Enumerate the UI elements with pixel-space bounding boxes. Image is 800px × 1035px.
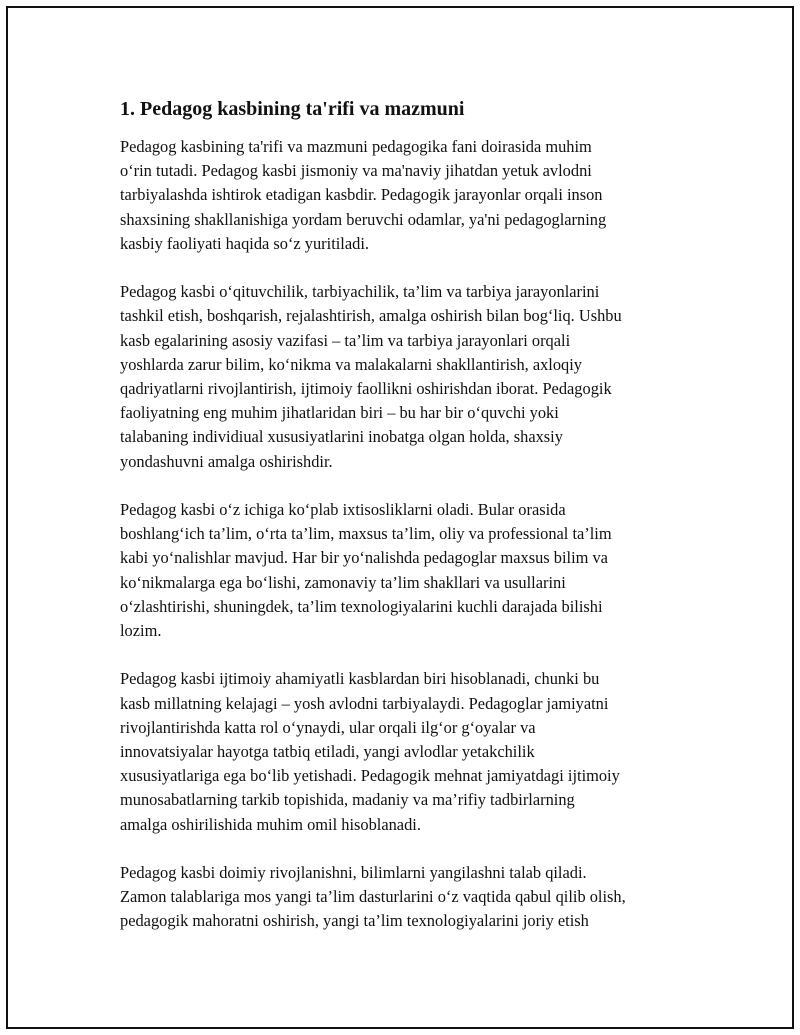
paragraph: Pedagog kasbi doimiy rivojlanishni, bilimlarni yangilashni talab qiladi. Zamon talablariga mos yangi ta’lim dasturlarini o‘z vaqtida qabul qilib olish, pedagogik mahoratni oshirish, yangi ta’lim texnologiyalarini joriy etish [120, 863, 626, 931]
paragraph: Pedagog kasbi o‘qituvchilik, tarbiyachilik, ta’lim va tarbiya jarayonlarini tashkil etish, boshqarish, rejalashtirish, amalga oshirish bilan bog‘liq. Ushbu kasb egalarining asosiy vazifasi – ta’lim va tarbiya jarayonlari orqali yoshlarda zarur bilim, ko‘nikma va malakalarni shakllantirish, axloqiy qadriyatlarni rivojlantirish, ijtimoiy faollikni oshirishdan iborat. Pedagogik faoliyatning eng muhim jihatlaridan biri – bu har bir o‘quvchi yoki talabaning individiual xususiyatlarini inobatga olgan holda, shaxsiy yondashuvni amalga oshirishdir. [120, 282, 622, 471]
section-heading: 1. Pedagog kasbining ta'rifi va mazmuni [120, 98, 465, 120]
document-page [6, 6, 794, 1029]
document-body [120, 96, 690, 958]
paragraph: Pedagog kasbi o‘z ichiga ko‘plab ixtisosliklarni oladi. Bular orasida boshlang‘ich ta’lim, o‘rta ta’lim, maxsus ta’lim, oliy va professional ta’lim kabi yo‘nalishlar mavjud. Har bir yo‘nalishda pedagoglar maxsus bilim va ko‘nikmalarga ega bo‘lishi, zamonaviy ta’lim shakllari va usullarini o‘zlashtirishi, shuningdek, ta’lim texnologiyalarini kuchli darajada bilishi lozim. [120, 500, 612, 641]
paragraph: Pedagog kasbi ijtimoiy ahamiyatli kasblardan biri hisoblanadi, chunki bu kasb millatning kelajagi – yosh avlodni tarbiyalaydi. Pedagoglar jamiyatni rivojlantirishda katta rol o‘ynaydi, ular orqali ilg‘or g‘oyalar va innovatsiyalar hayotga tatbiq etiladi, yangi avlodlar yetakchilik xususiyatlariga ega bo‘lib yetishadi. Pedagogik mehnat jamiyatdagi ijtimoiy munosabatlarning tarkib topishida, madaniy va ma’rifiy tadbirlarning amalga oshirilishida muhim omil hisoblanadi. [120, 669, 620, 834]
paragraph: Pedagog kasbining ta'rifi va mazmuni pedagogika fani doirasida muhim o‘rin tutadi. Pedagog kasbi jismoniy va ma'naviy jihatdan yetuk avlodni tarbiyalashda ishtirok etadigan kasbdir. Pedagogik jarayonlar orqali inson shaxsining shakllanishiga yordam beruvchi odamlar, ya'ni pedagoglarning kasbiy faoliyati haqida so‘z yuritiladi. [120, 137, 607, 253]
